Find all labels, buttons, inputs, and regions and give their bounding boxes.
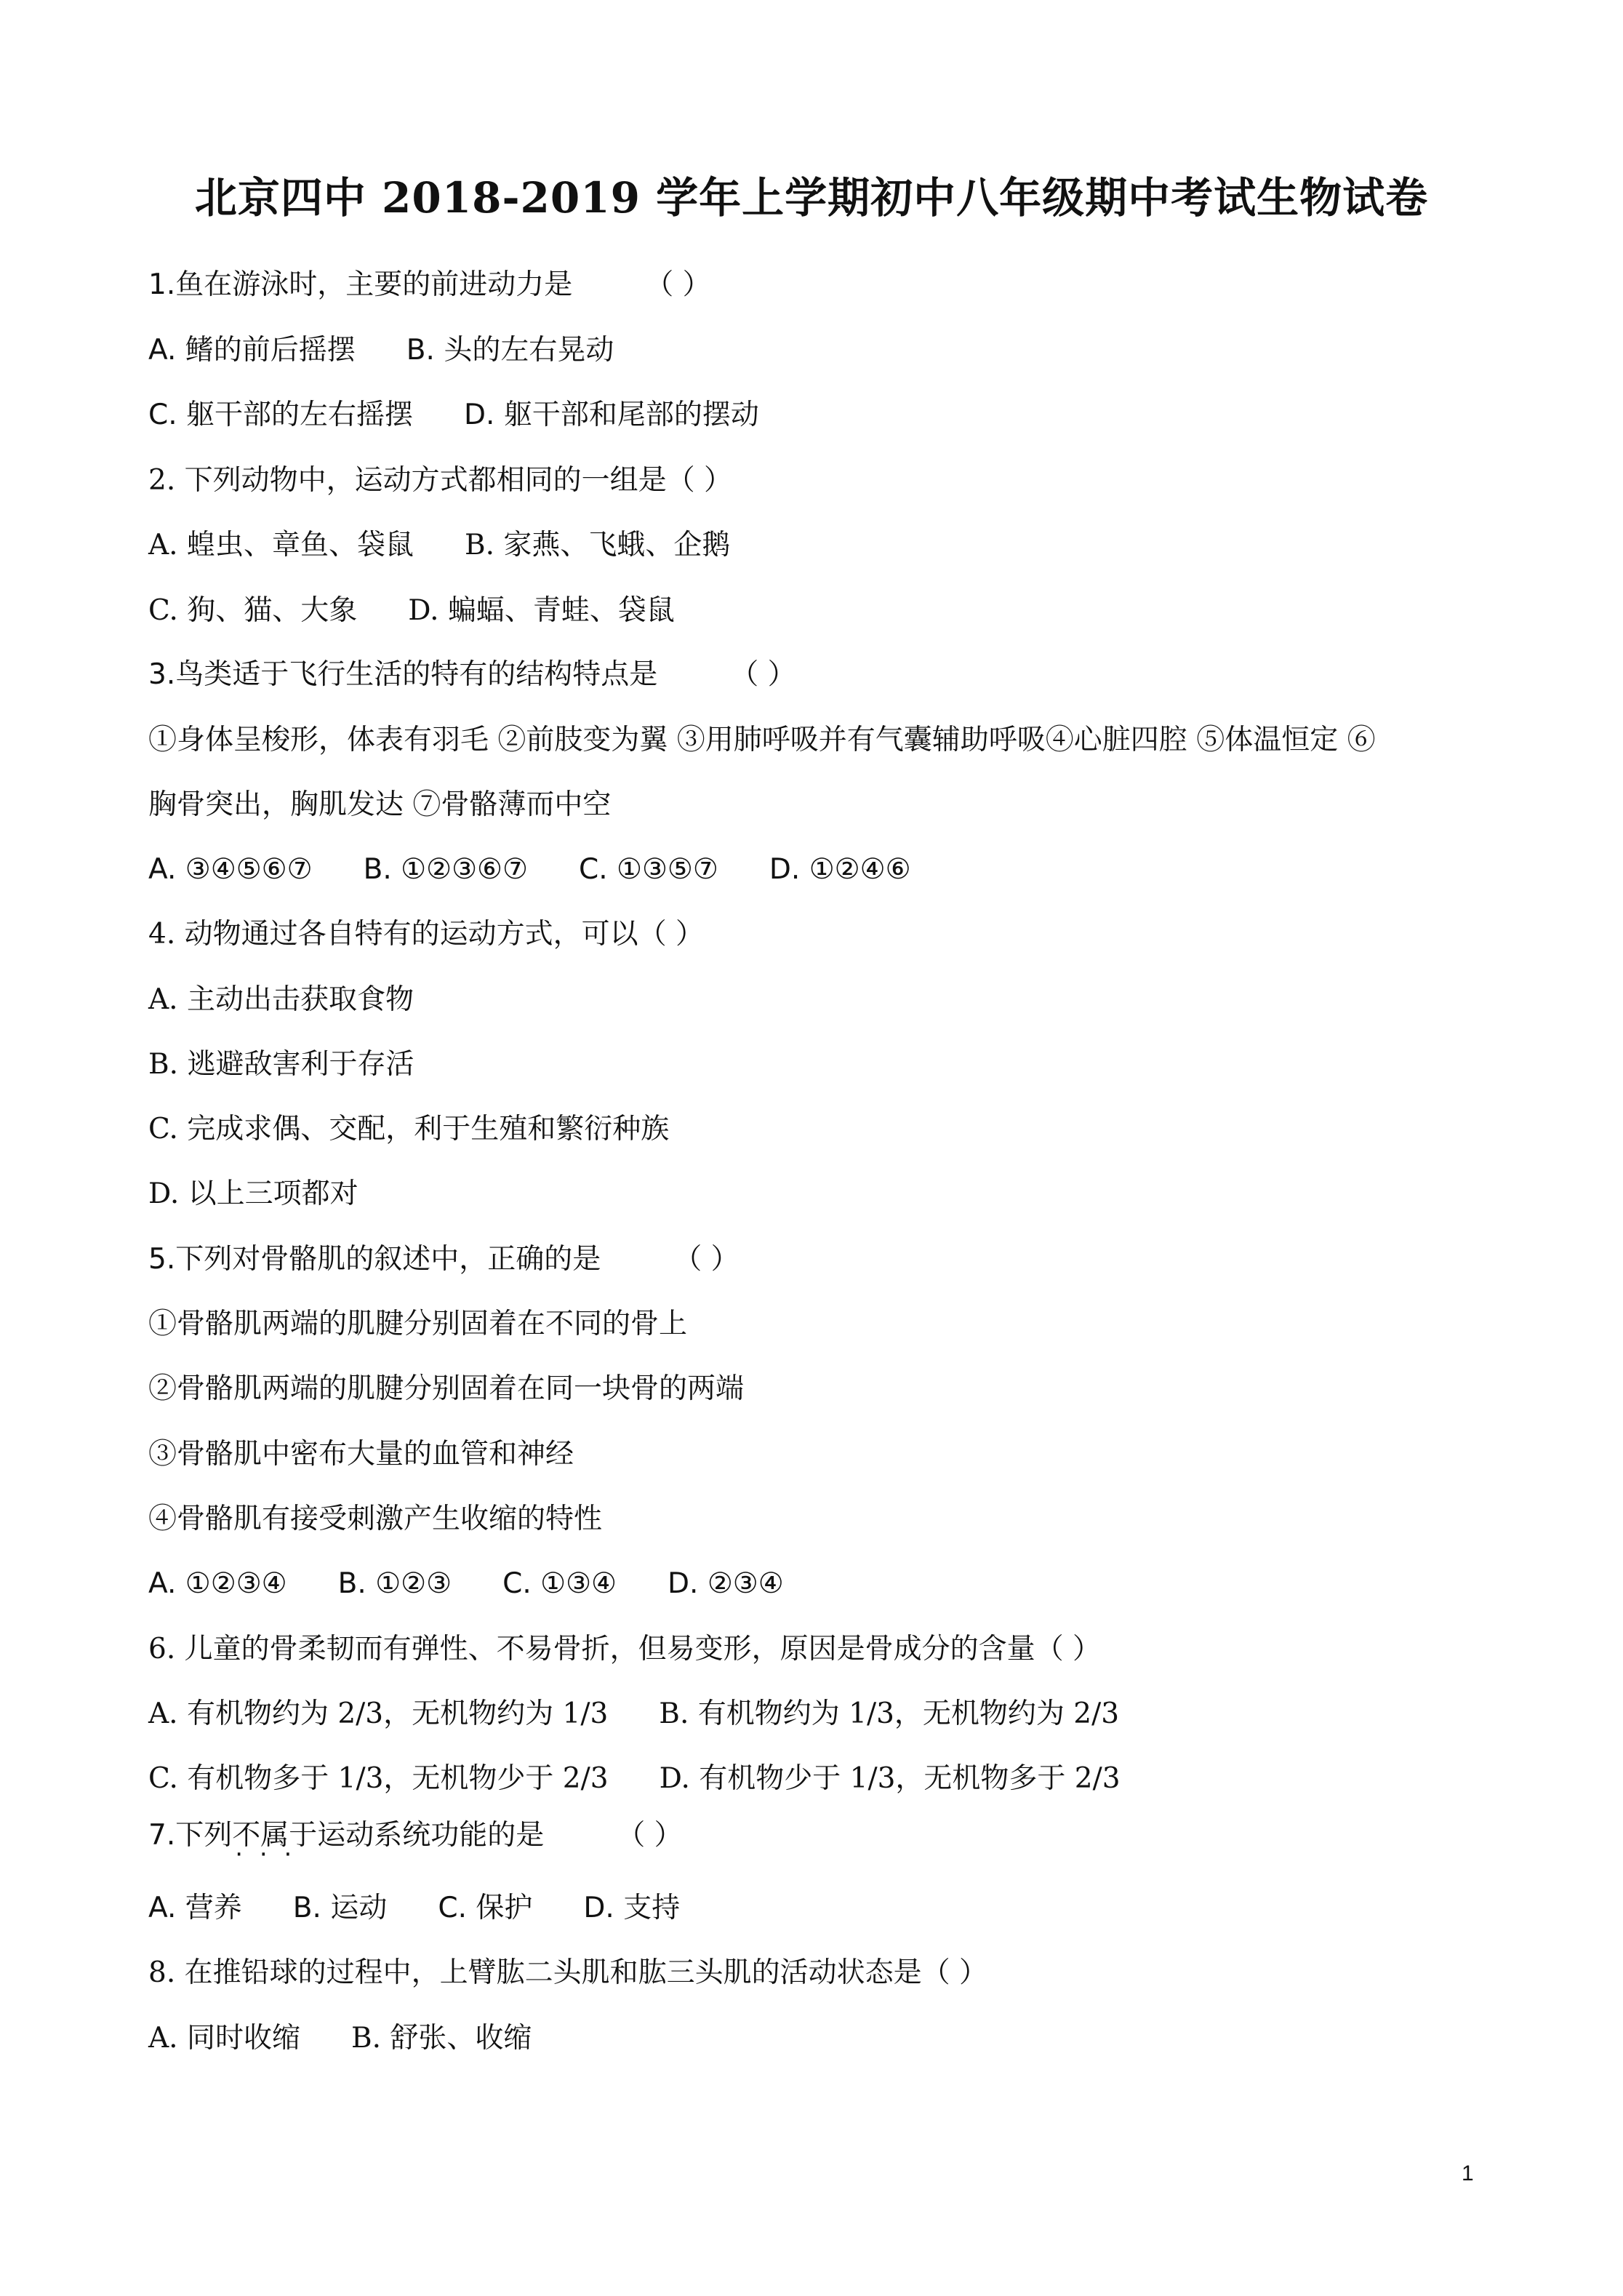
question-6-options-row-2	[148, 1759, 1121, 1799]
page-title: 北京四中 2018-2019 学年上学期初中八年级期中考试生物试卷	[194, 173, 1429, 223]
question-4-stem: 4. 动物通过各自特有的运动方式，可以（ ）	[148, 918, 705, 951]
option-b: B. ①②③⑥⑦	[363, 853, 528, 886]
emphasis-not: 不属于 · · ·	[232, 1815, 317, 1856]
option-b: B. 有机物约为 1/3，无机物约为 2/3	[659, 1697, 1120, 1730]
option-d: D. 有机物少于 1/3，无机物多于 2/3	[659, 1762, 1121, 1795]
question-8-stem: 8. 在推铅球的过程中，上臂肱二头肌和肱三头肌的活动状态是（ ）	[148, 1956, 988, 1989]
question-5-item-2: ②骨骼肌两端的肌腱分别固着在同一块骨的两端	[148, 1372, 745, 1405]
question-5-options	[148, 1564, 784, 1604]
question-7-prefix: 7.下列	[148, 1819, 233, 1852]
question-6-options-row-1	[148, 1694, 1119, 1735]
question-5-item-1: ①骨骼肌两端的肌腱分别固着在不同的骨上	[148, 1308, 688, 1340]
question-2-options-row-2	[148, 591, 675, 631]
option-d: D. ①②④⑥	[769, 853, 911, 886]
question-3-items-line-1: ①身体呈梭形，体表有羽毛 ②前肢变为翼 ③用肺呼吸并有气囊辅助呼吸④心脏四腔 ⑤体温恒定 ⑥	[148, 724, 1376, 756]
question-5-item-3: ③骨骼肌中密布大量的血管和神经	[148, 1438, 574, 1471]
answer-paren: （ ）	[617, 1819, 683, 1852]
option-b: B. ①②③	[337, 1567, 452, 1600]
question-1-stem	[148, 265, 711, 305]
option-c: C. ①③④	[502, 1567, 617, 1600]
option-d: D. 以上三项都对	[148, 1177, 358, 1210]
option-d: D. 躯干部和尾部的摆动	[464, 399, 759, 431]
question-8-options	[148, 2018, 532, 2059]
question-5-item-4: ④骨骼肌有接受刺激产生收缩的特性	[148, 1503, 603, 1535]
option-d: D. 蝙蝠、青蛙、袋鼠	[408, 594, 675, 627]
answer-paren: （ ）	[645, 268, 711, 301]
question-1-text: 1.鱼在游泳时，主要的前进动力是	[148, 268, 573, 301]
question-7-suffix: 运动系统功能的是	[317, 1819, 545, 1852]
question-2-stem: 2. 下列动物中，运动方式都相同的一组是（ ）	[148, 464, 733, 497]
question-1-options-row-2	[148, 395, 759, 436]
option-a: A. 鳍的前后摇摆	[148, 334, 356, 367]
option-b: B. 逃避敌害利于存活	[148, 1048, 414, 1081]
option-c: C. ①③⑤⑦	[578, 853, 718, 886]
option-c: C. 狗、猫、大象	[148, 594, 358, 627]
answer-paren: （ ）	[730, 658, 796, 691]
option-b: B. 运动	[292, 1892, 388, 1924]
option-d: D. 支持	[583, 1892, 681, 1924]
option-b: B. 头的左右晃动	[406, 334, 614, 367]
question-6-stem: 6. 儿童的骨柔韧而有弹性、不易骨折，但易变形，原因是骨成分的含量（ ）	[148, 1633, 1102, 1665]
option-c: C. 完成求偶、交配，利于生殖和繁衍种族	[148, 1113, 670, 1145]
option-b: B. 舒张、收缩	[350, 2022, 532, 2055]
question-5-stem	[148, 1239, 740, 1280]
option-c: C. 保护	[438, 1892, 533, 1924]
option-a: A. 营养	[148, 1892, 242, 1924]
option-a: A. ①②③④	[148, 1567, 287, 1600]
option-c: C. 有机物多于 1/3，无机物少于 2/3	[148, 1762, 609, 1795]
question-3-stem	[148, 655, 796, 695]
question-3-options	[148, 849, 911, 890]
question-3-items-line-2: 胸骨突出，胸肌发达 ⑦骨骼薄而中空	[148, 788, 612, 821]
question-3-text: 3.鸟类适于飞行生活的特有的结构特点是	[148, 658, 658, 691]
option-a: A. 主动出击获取食物	[148, 983, 414, 1016]
option-a: A. 蝗虫、章鱼、袋鼠	[148, 529, 414, 561]
question-7-stem	[148, 1815, 683, 1856]
option-c: C. 躯干部的左右摇摆	[148, 399, 414, 431]
option-b: B. 家燕、飞蛾、企鹅	[464, 529, 731, 561]
question-5-text: 5.下列对骨骼肌的叙述中，正确的是	[148, 1243, 601, 1276]
question-1-options-row-1	[148, 330, 614, 371]
page-number: 1	[1462, 2161, 1474, 2185]
option-a: A. 同时收缩	[148, 2022, 300, 2055]
question-2-options-row-1	[148, 525, 730, 566]
option-d: D. ②③④	[668, 1567, 784, 1600]
option-a: A. ③④⑤⑥⑦	[148, 853, 313, 886]
question-7-options	[148, 1888, 680, 1929]
option-a: A. 有机物约为 2/3，无机物约为 1/3	[148, 1697, 609, 1730]
answer-paren: （ ）	[673, 1243, 740, 1276]
